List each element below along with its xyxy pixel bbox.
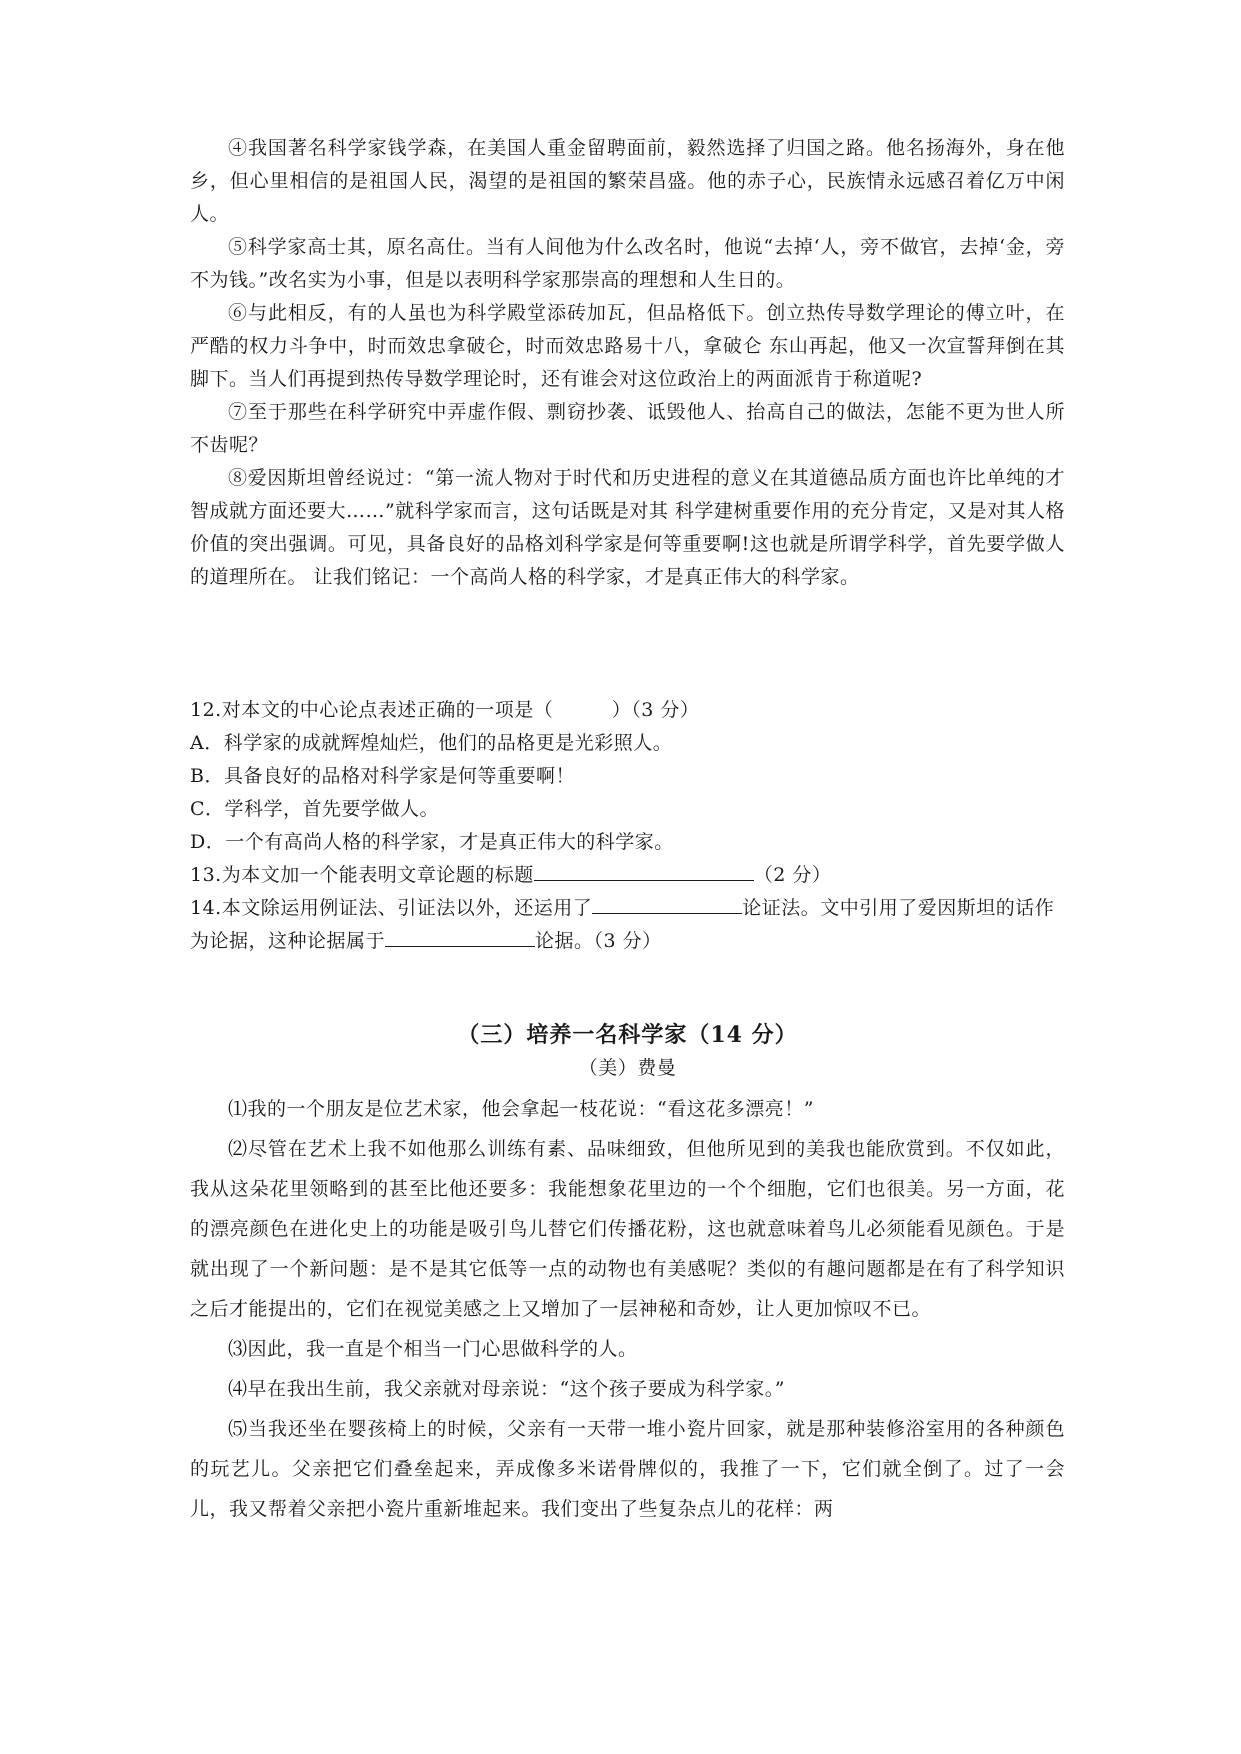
paragraph-p4: ⑷早在我出生前，我父亲就对母亲说：“这个孩子要成为科学家。”: [228, 1378, 785, 1400]
question-14-text-middle: 论证法。文中引用了爱因斯坦的话作为论据，这种论据属于: [190, 897, 1055, 952]
question-14-text: 14.本文除运用例证法、引证法以外，还运用了: [190, 897, 593, 919]
question-14-blank-1[interactable]: [592, 893, 742, 914]
question-13-score: （2 分）: [753, 864, 832, 886]
question-12-option-c: C．学科学，首先要学做人。: [190, 798, 440, 820]
question-13: [190, 859, 1065, 892]
paragraph-4: ④我国著名科学家钱学森，在美国人重金留聘面前，毅然选择了归国之路。他名扬海外，身在他乡，但心里相信的是祖国人民，渴望的是祖国的繁荣昌盛。他的赤子心，民族情永远感召着亿万中闲人。: [190, 137, 1065, 225]
paragraph-p1: ⑴我的一个朋友是位艺术家，他会拿起一枝花说：“看这花多漂亮！”: [228, 1098, 814, 1120]
author-line: （美）费曼: [578, 1057, 677, 1079]
paragraph-6: ⑥与此相反，有的人虽也为科学殿堂添砖加瓦，但品格低下。创立热传导数学理论的傅立叶，在严酷的权力斗争中，时而效忠拿破仑，时而效忠路易十八，拿破仑 东山再起，他又一次宣誓拜倒在其脚下。当人们再提到热传导数学理论时，还有谁会对这位政治上的两面派肯于称道呢?: [190, 302, 1065, 390]
question-13-text: 13.为本文加一个能表明文章论题的标题: [190, 864, 534, 886]
paragraph-p5: ⑸当我还坐在婴孩椅上的时候，父亲有一天带一堆小瓷片回家，就是那种装修浴室用的各种颜色的玩艺儿。父亲把它们叠垒起来，弄成像多米诺骨牌似的，我推了一下，它们就全倒了。过了一会儿，我又帮着父亲把小瓷片重新堆起来。我们变出了些复杂点儿的花样：两: [190, 1418, 1065, 1520]
question-13-blank[interactable]: [534, 860, 754, 881]
question-14: [190, 892, 1065, 958]
section-title: （三）培养一名科学家（14 分）: [457, 1022, 798, 1048]
question-14-score: 论据。（3 分）: [535, 930, 662, 952]
paragraph-p3: ⑶因此，我一直是个相当一门心思做科学的人。: [228, 1338, 638, 1360]
question-12-option-b: B．具备良好的品格对科学家是何等重要啊！: [190, 765, 575, 787]
paragraph-7: ⑦至于那些在科学研究中弄虚作假、剽窃抄袭、诋毁他人、抬高自己的做法，怎能不更为世人所不齿呢？: [190, 401, 1065, 456]
question-14-blank-2[interactable]: [385, 926, 535, 947]
paragraph-5: ⑤科学家高士其，原名高仕。当有人间他为什么改名时，他说“去掉‘人，旁不做官，去掉‘金，旁不为钱。”改名实为小事，但是以表明科学家那崇高的理想和人生日的。: [190, 236, 1065, 291]
questions-block: [190, 694, 1065, 958]
question-12-stem: 12.对本文的中心论点表述正确的一项是（ ）（3 分）: [190, 699, 700, 721]
passage-two: [190, 132, 1065, 594]
passage-three: [190, 1017, 1065, 1529]
paragraph-p2: ⑵尽管在艺术上我不如他那么训练有素、品味细致，但他所见到的美我也能欣赏到。不仅如此，我从这朵花里领略到的甚至比他还要多：我能想象花里边的一个个细胞，它们也很美。另一方面，花的漂亮颜色在进化史上的功能是吸引鸟儿替它们传播花粉，这也就意味着鸟儿必须能看见颜色。于是就出现了一个新问题：是不是其它低等一点的动物也有美感呢？类似的有趣问题都是在有了科学知识之后才能提出的，它们在视觉美感之上又增加了一层神秘和奇妙，让人更加惊叹不已。: [190, 1138, 1065, 1320]
question-12-option-d: D．一个有高尚人格的科学家，才是真正伟大的科学家。: [190, 831, 674, 853]
question-12-option-a: A．科学家的成就辉煌灿烂，他们的品格更是光彩照人。: [190, 732, 673, 754]
paragraph-8: ⑧爱因斯坦曾经说过：“第一流人物对于时代和历史进程的意义在其道德品质方面也许比单纯的才智成就方面还要大……”就科学家而言，这句话既是对其 科学建树重要作用的充分肯定，又是对其人格价值的突出强调。可见，具备良好的品格刘科学家是何等重要啊!这也就是所谓学科学，首先要学做人的道理所在。 让我们铭记：一个高尚人格的科学家，才是真正伟大的科学家。: [190, 467, 1065, 588]
